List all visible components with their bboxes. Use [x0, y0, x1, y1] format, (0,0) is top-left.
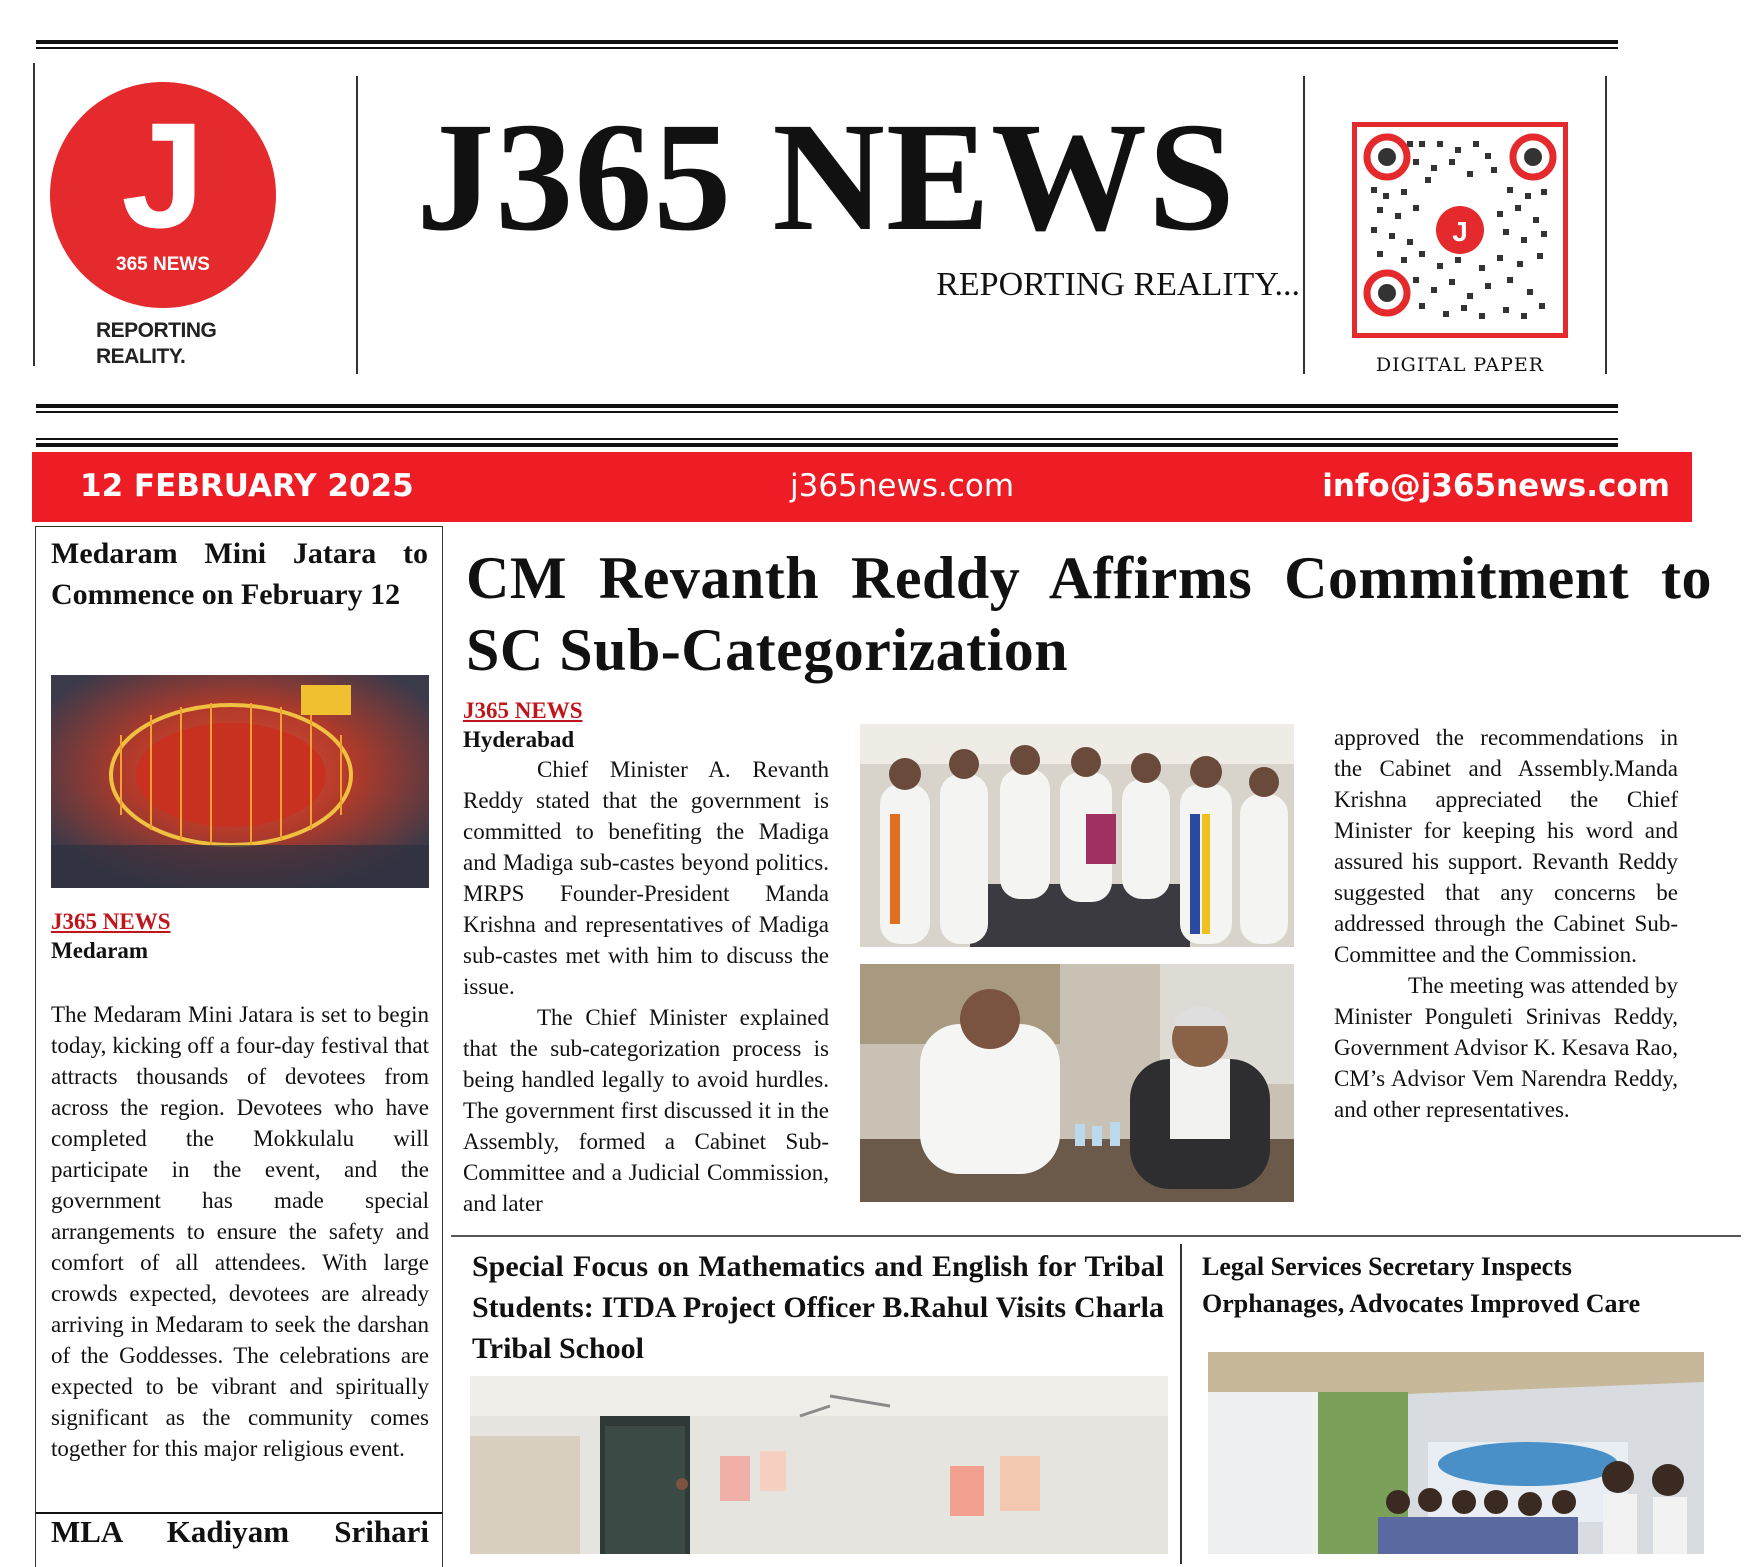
top-rule-thick [36, 40, 1618, 44]
main-story-paragraph-2: The Chief Minister explained that the sub-categorization process is being handled legally to avoid hurdles. The government first discussed it in the Assembly, formed a Cabinet Sub-Committee and a Judicial Commission, and later [463, 1005, 829, 1216]
left-next-headline: MLA Kadiyam Srihari [51, 1514, 429, 1549]
cm-meeting-photo [860, 724, 1294, 947]
logo-tagline [96, 318, 276, 370]
date-bar [32, 452, 1692, 522]
masthead-title: J365 NEWS [416, 90, 1236, 263]
main-story-column-3 [1334, 722, 1678, 1125]
main-story-headline: CM Revanth Reddy Affirms Commitment to SC Sub-Categorization [466, 545, 1712, 683]
mid-rule-1a [36, 404, 1618, 408]
mid-rule-1b [36, 411, 1618, 413]
website-link[interactable]: j365news.com [790, 468, 1015, 504]
lower-left-headline: Special Focus on Mathematics and English for Tribal Students: ITDA Project Officer B.Rahul Visits Charla Tribal School [472, 1250, 1164, 1365]
left-story-place: Medaram [51, 938, 149, 963]
main-story-paragraph-1: Chief Minister A. Revanth Reddy stated that the government is committed to benefiting the Madiga and Madiga sub-castes beyond politics. MRPS Founder-President Manda Krishna and representatives of Madiga sub-castes met with him to discuss the issue. [463, 757, 829, 999]
left-story-byline[interactable]: J365 NEWS [51, 909, 171, 934]
qr-code-graphic [1357, 127, 1563, 333]
top-rule-thin [36, 47, 1618, 49]
left-story-meta [51, 907, 429, 965]
cm-desk-photo [860, 964, 1294, 1202]
logo-tagline-line2: REALITY. [96, 345, 186, 368]
masthead-divider-3 [1303, 76, 1305, 374]
qr-code[interactable] [1352, 122, 1568, 338]
masthead-divider-1 [33, 63, 35, 366]
logo-tagline-line1: REPORTING [96, 319, 217, 342]
qr-center-letter: J [1452, 216, 1468, 247]
main-story-paragraph-4: The meeting was attended by Minister Ponguleti Srinivas Reddy, Government Advisor K. Kesava Rao, CM’s Advisor Vem Narendra Reddy, and other representatives. [1334, 973, 1678, 1122]
lower-section-divider [451, 1235, 1741, 1237]
classroom-photo [470, 1376, 1168, 1554]
logo-subtitle: 365 NEWS [116, 254, 210, 275]
lower-right-headline: Legal Services Secretary Inspects Orphanages, Advocates Improved Care [1202, 1252, 1641, 1318]
main-story-place: Hyderabad [463, 727, 575, 752]
jatara-photo [51, 675, 429, 888]
left-story-headline: Medaram Mini Jatara to Commence on February 12 [51, 537, 428, 611]
email-link[interactable]: info@j365news.com [1322, 468, 1670, 504]
orphanage-photo [1208, 1352, 1704, 1554]
logo-letter: J [121, 91, 205, 259]
mid-rule-2a [36, 438, 1618, 440]
brand-logo [50, 82, 276, 308]
lower-column-divider [1180, 1244, 1182, 1564]
left-story-body: The Medaram Mini Jatara is set to begin today, kicking off a four-day festival that attracts thousands of devotees from across the region. Devotees who have completed the Mokkulalu will participate in the event, and the government has made special arrangements to ensure the safety and comfort of all attendees. With large crowds expected, devotees are already arriving in Medaram to seek the darshan of the Goddesses. The celebrations are expected to be vibrant and spiritually significant as the community comes together for this major religious event. [51, 1002, 429, 1461]
mid-rule-2b [36, 443, 1618, 447]
qr-label: DIGITAL PAPER [1375, 354, 1545, 376]
main-story-column-1 [463, 696, 829, 1219]
main-story-paragraph-3: approved the recommendations in the Cabinet and Assembly.Manda Krishna appreciated the Chief Minister for keeping his word and assured his support. Revanth Reddy suggested that any concerns be addressed through the Cabinet Sub-Committee and the Commission. [1334, 725, 1678, 967]
issue-date: 12 FEBRUARY 2025 [80, 468, 414, 504]
main-story-byline[interactable]: J365 NEWS [463, 698, 583, 723]
masthead-divider-4 [1605, 76, 1607, 374]
masthead-tagline: REPORTING REALITY... [936, 266, 1300, 303]
